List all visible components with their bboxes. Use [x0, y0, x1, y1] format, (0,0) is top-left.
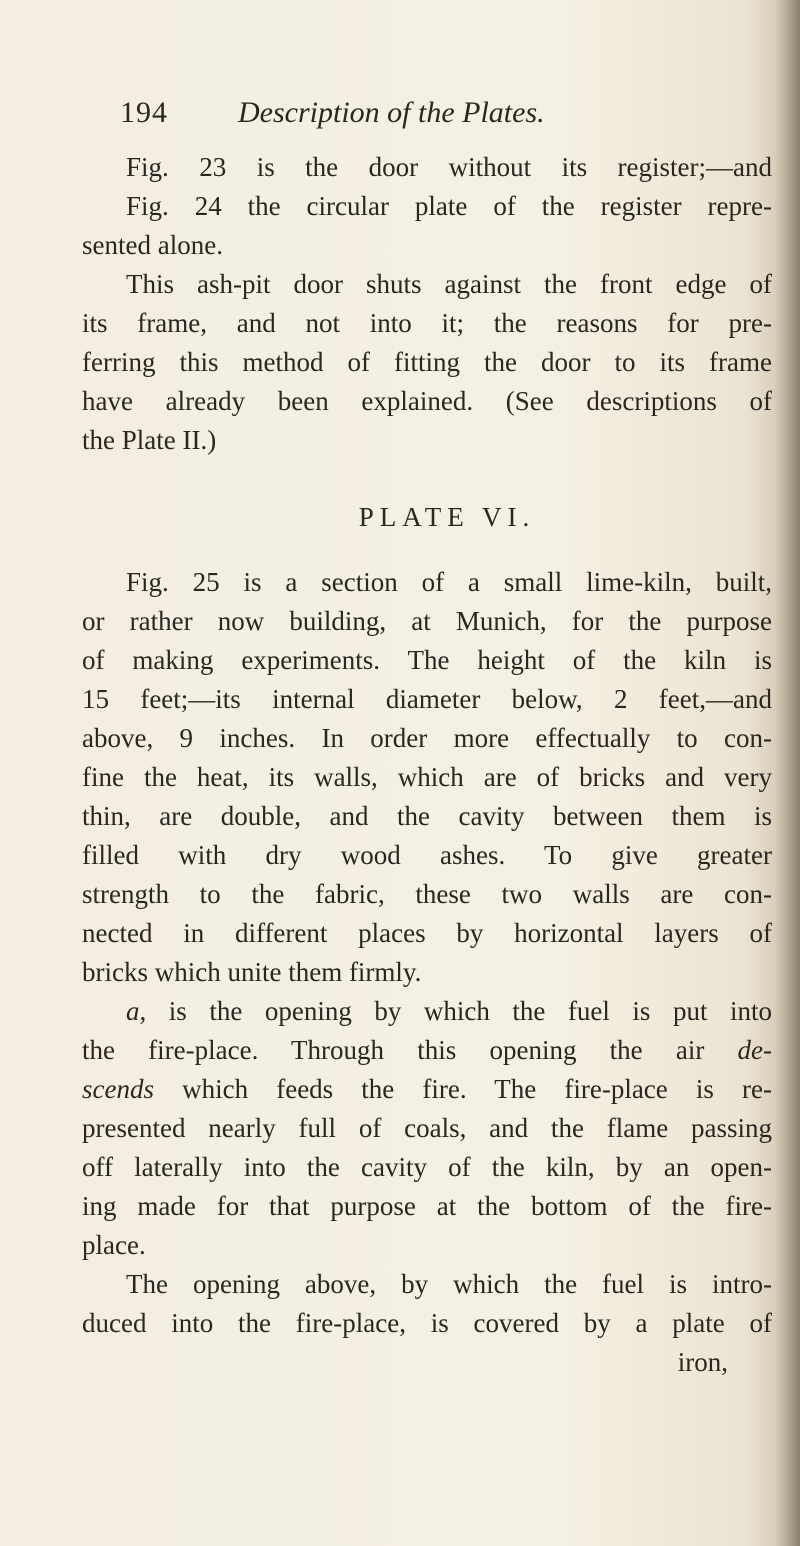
text-line: ferring this method of fitting the door to its frame [82, 347, 772, 377]
plate-heading: PLATE VI. [358, 502, 536, 532]
text-line: Fig. 24 the circular plate of the register repre- [126, 191, 772, 221]
text-line: bricks which unite them firmly. [82, 957, 422, 987]
text-line: above, 9 inches. In order more effectually to con- [82, 723, 772, 753]
text-span: the fire-place. Through this opening the air [82, 1035, 705, 1065]
text-line [82, 1031, 772, 1070]
text-line: ing made for that purpose at the bottom of the fire- [82, 1191, 772, 1221]
text-line: 15 feet;—its internal diameter below, 2 feet,—and [82, 684, 772, 714]
text-line: sented alone. [82, 230, 223, 260]
text-line: Fig. 23 is the door without its register;—and [126, 152, 772, 182]
italic-word: scends [82, 1074, 154, 1104]
text-line: This ash-pit door shuts against the front edge of [126, 269, 772, 299]
text-line: fine the heat, its walls, which are of bricks and very [82, 762, 772, 792]
text-line: or rather now building, at Munich, for the purpose [82, 606, 772, 636]
figure-letter: a [126, 996, 140, 1026]
text-line: of making experiments. The height of the kiln is [82, 645, 772, 675]
text-span: which feeds the fire. The fire-place is re- [153, 1074, 772, 1104]
page-number: 194 [120, 96, 168, 129]
text-span: , is the opening by which the fuel is put into [139, 996, 772, 1026]
text-line: presented nearly full of coals, and the flame passing [82, 1113, 772, 1143]
text-line: thin, are double, and the cavity between them is [82, 801, 772, 831]
text-line: place. [82, 1230, 146, 1260]
italic-word: de- [737, 1035, 772, 1065]
body-text [82, 148, 772, 1382]
text-line: Fig. 25 is a section of a small lime-kiln, built, [126, 567, 772, 597]
text-line: have already been explained. (See descriptions of [82, 386, 772, 416]
text-line: nected in different places by horizontal layers of [82, 918, 772, 948]
catchword: iron, [677, 1347, 728, 1377]
text-line: strength to the fabric, these two walls are con- [82, 879, 772, 909]
running-title: Description of the Plates. [238, 96, 545, 129]
text-line [82, 992, 772, 1031]
text-line: The opening above, by which the fuel is intro- [126, 1269, 772, 1299]
text-line: off laterally into the cavity of the kiln, by an open- [82, 1152, 772, 1182]
text-line: duced into the fire-place, is covered by a plate of [82, 1308, 772, 1338]
text-line: filled with dry wood ashes. To give greater [82, 840, 772, 870]
text-line [82, 1070, 772, 1109]
text-line: the Plate II.) [82, 425, 217, 455]
page-edge-shadow [774, 0, 800, 1546]
text-line: its frame, and not into it; the reasons for pre- [82, 308, 772, 338]
page-header [120, 96, 720, 136]
